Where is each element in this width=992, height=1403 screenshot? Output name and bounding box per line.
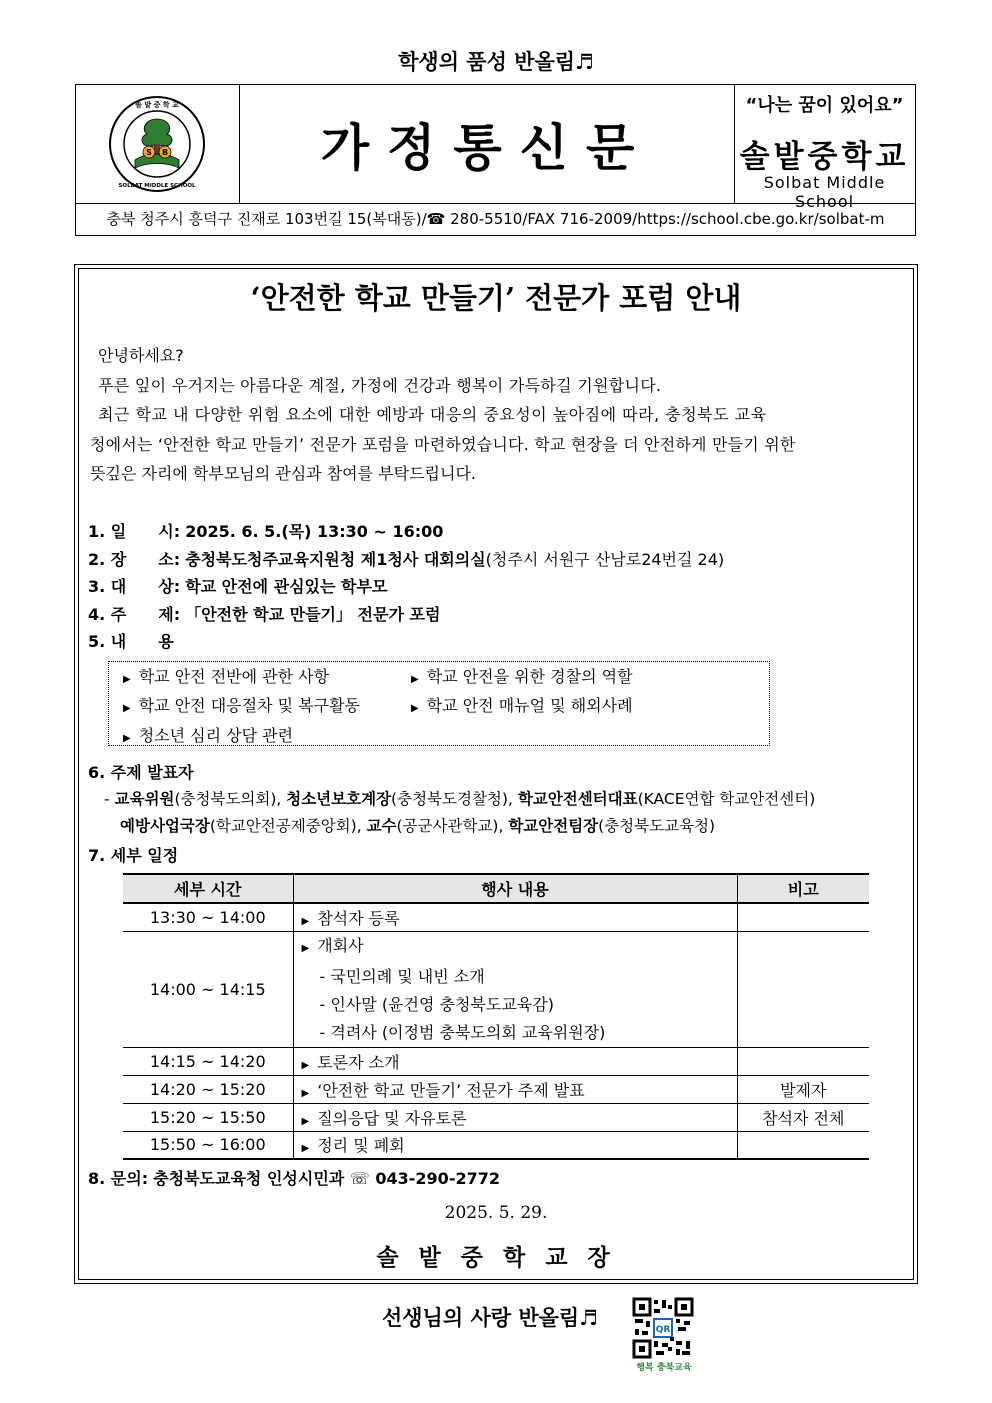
content-item: ▶ 청소년 심리 상담 관련 <box>123 726 294 745</box>
item-target <box>88 574 387 597</box>
school-logo-icon <box>107 94 207 194</box>
bullet-triangle-icon: ▶ <box>123 733 131 744</box>
schedule-table <box>123 873 869 1160</box>
topic-label: 4. 주 제: <box>88 605 181 624</box>
qr-caption: 행복 충북교육 <box>636 1363 692 1373</box>
place-value: 충청북도청주교육지원청 제1청사 대회의실 <box>185 550 486 569</box>
schedule-label: 7. 세부 일정 <box>88 846 179 865</box>
place-label: 2. 장 소: <box>88 550 181 569</box>
svg-text:QR: QR <box>655 1325 671 1335</box>
item-content <box>88 629 174 652</box>
item-topic <box>88 602 440 625</box>
school-address: 충북 청주시 흥덕구 진재로 103번길 15(복대동)/☎ 280-5510/FAX 716-2009/https://school.cbe.go.kr/solbat-m <box>106 210 885 228</box>
newsletter-title: 가정통신문 <box>320 119 653 177</box>
place-detail: (청주시 서원구 산남로24번길 24) <box>485 550 725 569</box>
bullet-triangle-icon: ▶ <box>411 674 419 685</box>
schedule-header-row <box>123 874 869 903</box>
inquiry <box>88 1166 500 1189</box>
bullet-triangle-icon: ▶ <box>301 942 310 954</box>
svg-text:S: S <box>146 148 152 157</box>
content-item: ▶ 학교 안전 전반에 관한 사항 <box>123 667 330 686</box>
school-name-en: Solbat Middle School <box>763 173 886 211</box>
content-item: ▶ 학교 안전 대응절차 및 복구활동 <box>123 696 360 715</box>
newsletter-title-cell <box>239 85 735 203</box>
bullet-triangle-icon: ▶ <box>301 915 310 927</box>
school-motto: “나는 꿈이 있어요” <box>745 95 904 116</box>
inquiry-value: 충청북도교육청 인성시민과 ☏ 043-290-2772 <box>153 1169 500 1188</box>
header-time: 세부 시간 <box>123 874 293 903</box>
bullet-triangle-icon: ▶ <box>301 1059 310 1071</box>
school-logo-cell <box>76 85 240 203</box>
intro-line-3: 청에서는 ‘안전한 학교 만들기’ 전문가 포럼을 마련하였습니다. 학교 현장을 더 안전하게 만들기 위한 <box>90 435 796 454</box>
principal-signature: 솔 밭 중 학 교 장 <box>376 1244 616 1271</box>
item-place <box>88 547 724 570</box>
table-row: 14:20 ~ 15:20 ▶ ‘안전한 학교 만들기’ 전문가 주제 발표 발제자 <box>123 1075 869 1103</box>
intro-line-2: 최근 학교 내 다양한 위험 요소에 대한 예방과 대응의 중요성이 높아짐에 따라, 충청북도 교육 <box>98 405 767 424</box>
item-date <box>88 519 443 542</box>
header-note: 비고 <box>737 874 869 903</box>
svg-text:B: B <box>161 148 169 157</box>
date-label: 1. 일 시: <box>88 522 181 541</box>
table-row: 15:50 ~ 16:00 ▶ 정리 및 폐회 <box>123 1131 869 1159</box>
qr-code-icon[interactable] <box>632 1297 694 1359</box>
bullet-triangle-icon: ▶ <box>123 674 131 685</box>
issue-date: 2025. 5. 29. <box>444 1203 548 1223</box>
bullet-triangle-icon: ▶ <box>301 1087 310 1099</box>
newsletter-header <box>75 84 916 236</box>
notice-title: ‘안전한 학교 만들기’ 전문가 포럼 안내 <box>250 281 742 315</box>
intro-line-4: 뜻깊은 자리에 학부모님의 관심과 참여를 부탁드립니다. <box>90 464 477 483</box>
logo-top-text: 솔 밭 중 학 교 <box>135 101 179 109</box>
table-row: 15:20 ~ 15:50 ▶ 질의응답 및 자유토론 참석자 전체 <box>123 1103 869 1131</box>
target-label: 3. 대 상: <box>88 577 181 596</box>
bullet-triangle-icon: ▶ <box>301 1115 310 1127</box>
bullet-triangle-icon: ▶ <box>411 703 419 714</box>
school-name-ko: 솔밭중학교 <box>739 139 910 175</box>
school-info-cell <box>734 85 915 211</box>
table-row: 14:00 ~ 14:15 ▶ 개회사 - 국민의례 및 내빈 소개 - 인사말 (윤건영 충청북도교육감) - 격려사 (이정범 충북도의회 교육위원장) <box>123 931 869 1047</box>
table-row: 13:30 ~ 14:00 ▶ 참석자 등록 <box>123 903 869 931</box>
header-event: 행사 내용 <box>293 874 737 903</box>
content-list-box <box>108 661 770 746</box>
bullet-triangle-icon: ▶ <box>123 703 131 714</box>
date-value: 2025. 6. 5.(목) 13:30 ~ 16:00 <box>185 522 444 541</box>
bullet-triangle-icon: ▶ <box>301 1143 310 1155</box>
content-item: ▶ 학교 안전 매뉴얼 및 해외사례 <box>411 696 633 715</box>
content-item: ▶ 학교 안전을 위한 경찰의 역할 <box>411 667 633 686</box>
content-label: 5. 내 용 <box>88 632 174 651</box>
presenters-line-2: 예방사업국장(학교안전공제중앙회), 교수(공군사관학교), 학교안전팀장(충청북도교육청) <box>120 817 716 835</box>
inquiry-label: 8. 문의: <box>88 1169 149 1188</box>
top-slogan: 학생의 품성 반올림♬ <box>398 49 594 74</box>
intro-line-1: 푸른 잎이 우거지는 아름다운 계절, 가정에 건강과 행복이 가득하길 기원합니다. <box>98 376 662 395</box>
topic-value: 「안전한 학교 만들기」 전문가 포럼 <box>185 605 441 624</box>
presenters-label: 6. 주제 발표자 <box>88 763 194 782</box>
presenters-line-1: - 교육위원(충청북도의회), 청소년보호계장(충청북도경찰청), 학교안전센터대표(KACE연합 학교안전센터) <box>104 790 816 808</box>
target-value: 학교 안전에 관심있는 학부모 <box>185 577 388 596</box>
bottom-slogan: 선생님의 사랑 반올림♬ <box>381 1305 599 1330</box>
table-row: 14:15 ~ 14:20 ▶ 토론자 소개 <box>123 1047 869 1075</box>
logo-bottom-text: SOLBAT MIDDLE SCHOOL <box>118 183 196 189</box>
greeting: 안녕하세요? <box>98 346 184 365</box>
